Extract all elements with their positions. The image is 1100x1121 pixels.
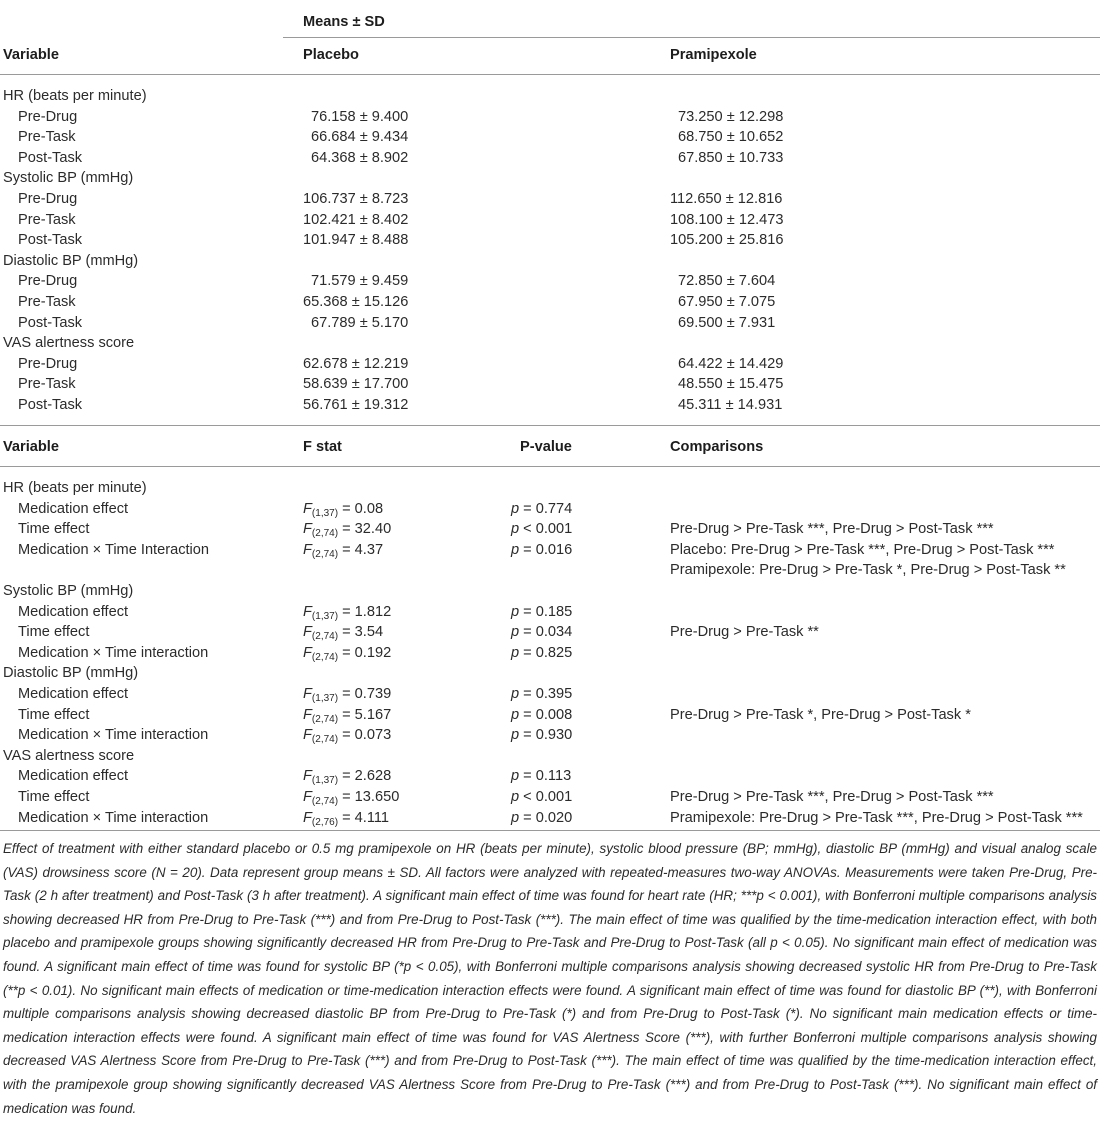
f-symbol: F	[303, 768, 312, 784]
table-row	[0, 107, 1100, 128]
row-label: Medication effect	[18, 501, 129, 517]
p-number: = 0.016	[519, 542, 573, 558]
col-comparisons-header: Comparisons	[670, 439, 764, 455]
p-number: = 0.185	[519, 604, 573, 620]
row-label: Medication effect	[18, 768, 129, 784]
table-row	[0, 313, 1100, 334]
f-degrees-of-freedom: (2,74)	[311, 796, 339, 807]
group-label: Systolic BP (mmHg)	[3, 170, 134, 186]
p-value	[511, 499, 572, 520]
p-number: < 0.001	[519, 521, 573, 537]
table-row	[0, 684, 1100, 705]
p-symbol: p	[511, 686, 520, 702]
p-symbol: p	[511, 645, 520, 661]
f-symbol: F	[303, 501, 312, 517]
f-degrees-of-freedom: (2,74)	[311, 631, 339, 642]
group-label-row	[0, 746, 1100, 767]
row-label: Pre-Drug	[18, 273, 78, 289]
f-degrees-of-freedom: (2,74)	[311, 734, 339, 745]
means-header-rule	[283, 37, 1100, 38]
p-value	[511, 540, 572, 561]
comparison-text: Placebo: Pre-Drug > Pre-Task ***, Pre-Drug > Post-Task ***	[670, 542, 1055, 558]
p-value	[511, 643, 572, 664]
f-symbol: F	[303, 542, 312, 558]
group-label: VAS alertness score	[3, 748, 135, 764]
table-row	[0, 643, 1100, 664]
p-number: = 0.020	[519, 810, 573, 826]
p-symbol: p	[511, 789, 520, 805]
comparison-text: Pre-Drug > Pre-Task *, Pre-Drug > Post-Task *	[670, 707, 971, 723]
col-placebo-header: Placebo	[303, 47, 359, 63]
table-row	[0, 127, 1100, 148]
pramipexole-value: 64.422 ± 14.429	[678, 356, 784, 372]
row-label: Pre-Task	[18, 129, 76, 145]
comparison-text: Pre-Drug > Pre-Task ***, Pre-Drug > Post-Task ***	[670, 789, 994, 805]
pramipexole-value: 45.311 ± 14.931	[678, 397, 783, 413]
row-label: Medication × Time interaction	[18, 810, 209, 826]
p-symbol: p	[511, 707, 520, 723]
table1-column-header-row	[0, 45, 1100, 66]
col-pvalue-header: P-value	[520, 439, 572, 455]
col-pramipexole-header: Pramipexole	[670, 47, 757, 63]
f-symbol: F	[303, 624, 312, 640]
pramipexole-value: 108.100 ± 12.473	[670, 212, 784, 228]
f-symbol: F	[303, 645, 312, 661]
p-value	[511, 766, 571, 787]
p-number: = 0.774	[519, 501, 573, 517]
pramipexole-value: 67.950 ± 7.075	[678, 294, 776, 310]
table-row	[0, 725, 1100, 746]
table-row	[0, 499, 1100, 520]
table-row	[0, 519, 1100, 540]
row-label: Time effect	[18, 789, 90, 805]
col-fstat-header: F stat	[303, 439, 342, 455]
row-label: Post-Task	[18, 232, 83, 248]
pramipexole-value: 48.550 ± 15.475	[678, 376, 784, 392]
row-label: Medication effect	[18, 686, 129, 702]
group-label: HR (beats per minute)	[3, 480, 147, 496]
p-symbol: p	[511, 604, 520, 620]
f-symbol: F	[303, 707, 312, 723]
row-label: Time effect	[18, 624, 90, 640]
f-number: = 3.54	[338, 624, 384, 640]
pramipexole-value: 68.750 ± 10.652	[678, 129, 784, 145]
p-number: = 0.930	[519, 727, 573, 743]
group-label: HR (beats per minute)	[3, 88, 147, 104]
col-variable-header-2: Variable	[3, 439, 59, 455]
p-number: = 0.113	[519, 768, 572, 784]
pramipexole-value: 69.500 ± 7.931	[678, 315, 776, 331]
table-row	[0, 766, 1100, 787]
means-sd-header: Means ± SD	[303, 14, 385, 30]
comparison-text: Pre-Drug > Pre-Task **	[670, 624, 819, 640]
table-row	[0, 622, 1100, 643]
table2-column-header-row	[0, 437, 1100, 458]
table1-header-rule	[0, 74, 1100, 75]
pramipexole-value: 67.850 ± 10.733	[678, 150, 784, 166]
placebo-value: 58.639 ± 17.700	[303, 376, 409, 392]
f-number: = 5.167	[338, 707, 392, 723]
p-number: = 0.034	[519, 624, 573, 640]
f-symbol: F	[303, 604, 312, 620]
group-label-row	[0, 333, 1100, 354]
placebo-value: 66.684 ± 9.434	[311, 129, 409, 145]
p-value	[511, 602, 572, 623]
p-symbol: p	[511, 521, 520, 537]
placebo-value: 56.761 ± 19.312	[303, 397, 409, 413]
table-row	[0, 602, 1100, 623]
f-number: = 1.812	[338, 604, 392, 620]
placebo-value: 102.421 ± 8.402	[303, 212, 409, 228]
table-row	[0, 374, 1100, 395]
row-label: Medication × Time interaction	[18, 727, 209, 743]
group-label: Diastolic BP (mmHg)	[3, 665, 139, 681]
placebo-value: 71.579 ± 9.459	[311, 273, 409, 289]
f-number: = 32.40	[338, 521, 392, 537]
row-label: Pre-Drug	[18, 109, 78, 125]
p-number: < 0.001	[519, 789, 573, 805]
group-label: VAS alertness score	[3, 335, 135, 351]
row-label: Post-Task	[18, 397, 83, 413]
row-label: Pre-Task	[18, 294, 76, 310]
pramipexole-value: 73.250 ± 12.298	[678, 109, 784, 125]
row-label: Time effect	[18, 707, 90, 723]
row-label: Post-Task	[18, 315, 83, 331]
p-value	[511, 519, 572, 540]
p-symbol: p	[511, 768, 520, 784]
f-number: = 4.111	[338, 810, 390, 826]
f-degrees-of-freedom: (2,76)	[311, 817, 339, 828]
table-row	[0, 395, 1100, 416]
p-value	[511, 684, 572, 705]
table-row	[0, 271, 1100, 292]
f-symbol: F	[303, 686, 312, 702]
table-row	[0, 148, 1100, 169]
table-row	[0, 787, 1100, 808]
f-degrees-of-freedom: (1,37)	[311, 775, 339, 786]
p-value	[511, 808, 572, 829]
f-degrees-of-freedom: (1,37)	[311, 508, 339, 519]
p-symbol: p	[511, 727, 520, 743]
comparison-continuation-row	[0, 560, 1100, 581]
col-variable-header: Variable	[3, 47, 59, 63]
table-row	[0, 705, 1100, 726]
f-number: = 13.650	[338, 789, 400, 805]
p-value	[511, 787, 572, 808]
group-label-row	[0, 663, 1100, 684]
f-degrees-of-freedom: (2,74)	[311, 714, 339, 725]
f-degrees-of-freedom: (1,37)	[311, 611, 339, 622]
f-degrees-of-freedom: (2,74)	[311, 528, 339, 539]
group-label-row	[0, 86, 1100, 107]
group-label-row	[0, 478, 1100, 499]
row-label: Medication × Time interaction	[18, 645, 209, 661]
p-number: = 0.008	[519, 707, 573, 723]
f-number: = 0.073	[338, 727, 392, 743]
row-label: Medication effect	[18, 604, 129, 620]
p-number: = 0.395	[519, 686, 573, 702]
placebo-value: 106.737 ± 8.723	[303, 191, 409, 207]
f-symbol: F	[303, 727, 312, 743]
comparison-text: Pre-Drug > Pre-Task ***, Pre-Drug > Post-Task ***	[670, 521, 994, 537]
f-symbol: F	[303, 521, 312, 537]
means-header-row	[0, 12, 1100, 33]
p-symbol: p	[511, 501, 520, 517]
f-number: = 0.08	[338, 501, 384, 517]
table-caption: Effect of treatment with either standard placebo or 0.5 mg pramipexole on HR (beats per minute), systolic blood pressure (BP; mmHg), diastolic BP (mmHg) and visual analog scale (VAS) drowsiness score (N = 20). Data represent group means ± SD. All factors were analyzed with repeated-measures two-way ANOVAs. Measurements were taken Pre-Drug, Pre-Task (2 h after treatment) and Post-Task (3 h after treatment). A significant main effect of time was found for heart rate (HR; ***p < 0.001), with Bonferroni multiple comparisons analysis showing decreased HR from Pre-Drug to Pre-Task (***) and from Pre-Drug to Post-Task (***). The main effect of time was qualified by the time-medication interaction effect, with both placebo and pramipexole groups showing significantly decreased HR from Pre-Drug to Pre-Task and Pre-Drug to Post-Task (all p < 0.05). No significant main effect of medication was found. A significant main effect of time was found for systolic BP (*p < 0.05), with Bonferroni multiple comparisons analysis showing decreased systolic HR from Pre-Drug to Pre-Task (**p < 0.01). No significant main effects of medication or time-medication interaction effects were found. A significant main effect of time was found for diastolic BP (**), with Bonferroni multiple comparisons analysis showing decreased diastolic BP from Pre-Drug to Pre-Task (*) and from Pre-Drug to Post-Task (*). No significant main medication effects or time-medication interaction effects were found. A significant main effect of time was found for VAS Alertness Score (***), with further Bonferroni multiple comparisons analysis showing decreased VAS Alertness Score from Pre-Drug to Pre-Task (***) and from Pre-Drug to Post-Task (***). The main effect of time was qualified by the time-medication interaction effect, with the pramipexole group showing significantly decreased VAS Alertness Score from Pre-Drug to Pre-Task (***) and from Pre-Drug to Post-Task (***). No significant main effect of medication was found.	[3, 841, 1097, 1116]
group-label-row	[0, 251, 1100, 272]
p-value	[511, 725, 572, 746]
table-row	[0, 354, 1100, 375]
f-number: = 0.192	[338, 645, 392, 661]
table-divider-rule	[0, 425, 1100, 426]
placebo-value: 65.368 ± 15.126	[303, 294, 409, 310]
table-row	[0, 292, 1100, 313]
placebo-value: 64.368 ± 8.902	[311, 150, 409, 166]
p-symbol: p	[511, 810, 520, 826]
f-symbol: F	[303, 810, 312, 826]
table2-header-rule	[0, 466, 1100, 467]
table-row	[0, 210, 1100, 231]
f-number: = 2.628	[338, 768, 392, 784]
table-row	[0, 189, 1100, 210]
comparison-text: Pramipexole: Pre-Drug > Pre-Task ***, Pre-Drug > Post-Task ***	[670, 810, 1083, 826]
row-label: Post-Task	[18, 150, 83, 166]
row-label: Pre-Task	[18, 376, 76, 392]
f-degrees-of-freedom: (2,74)	[311, 549, 339, 560]
placebo-value: 76.158 ± 9.400	[311, 109, 409, 125]
table-row	[0, 540, 1100, 561]
p-number: = 0.825	[519, 645, 573, 661]
f-number: = 4.37	[338, 542, 384, 558]
row-label: Pre-Drug	[18, 356, 78, 372]
row-label: Time effect	[18, 521, 90, 537]
f-symbol: F	[303, 789, 312, 805]
p-value	[511, 622, 572, 643]
p-symbol: p	[511, 542, 520, 558]
table-row	[0, 808, 1100, 829]
table-bottom-rule	[0, 830, 1100, 831]
pramipexole-value: 112.650 ± 12.816	[670, 191, 783, 207]
f-degrees-of-freedom: (2,74)	[311, 652, 339, 663]
group-label: Systolic BP (mmHg)	[3, 583, 134, 599]
placebo-value: 101.947 ± 8.488	[303, 232, 409, 248]
row-label: Pre-Drug	[18, 191, 78, 207]
placebo-value: 62.678 ± 12.219	[303, 356, 409, 372]
placebo-value: 67.789 ± 5.170	[311, 315, 409, 331]
group-label: Diastolic BP (mmHg)	[3, 253, 139, 269]
group-label-row	[0, 581, 1100, 602]
group-label-row	[0, 168, 1100, 189]
comparison-text: Pramipexole: Pre-Drug > Pre-Task *, Pre-Drug > Post-Task **	[670, 562, 1066, 578]
f-number: = 0.739	[338, 686, 392, 702]
p-symbol: p	[511, 624, 520, 640]
p-value	[511, 705, 572, 726]
row-label: Pre-Task	[18, 212, 76, 228]
pramipexole-value: 105.200 ± 25.816	[670, 232, 784, 248]
f-degrees-of-freedom: (1,37)	[311, 693, 339, 704]
pramipexole-value: 72.850 ± 7.604	[678, 273, 776, 289]
table-row	[0, 230, 1100, 251]
row-label: Medication × Time Interaction	[18, 542, 210, 558]
